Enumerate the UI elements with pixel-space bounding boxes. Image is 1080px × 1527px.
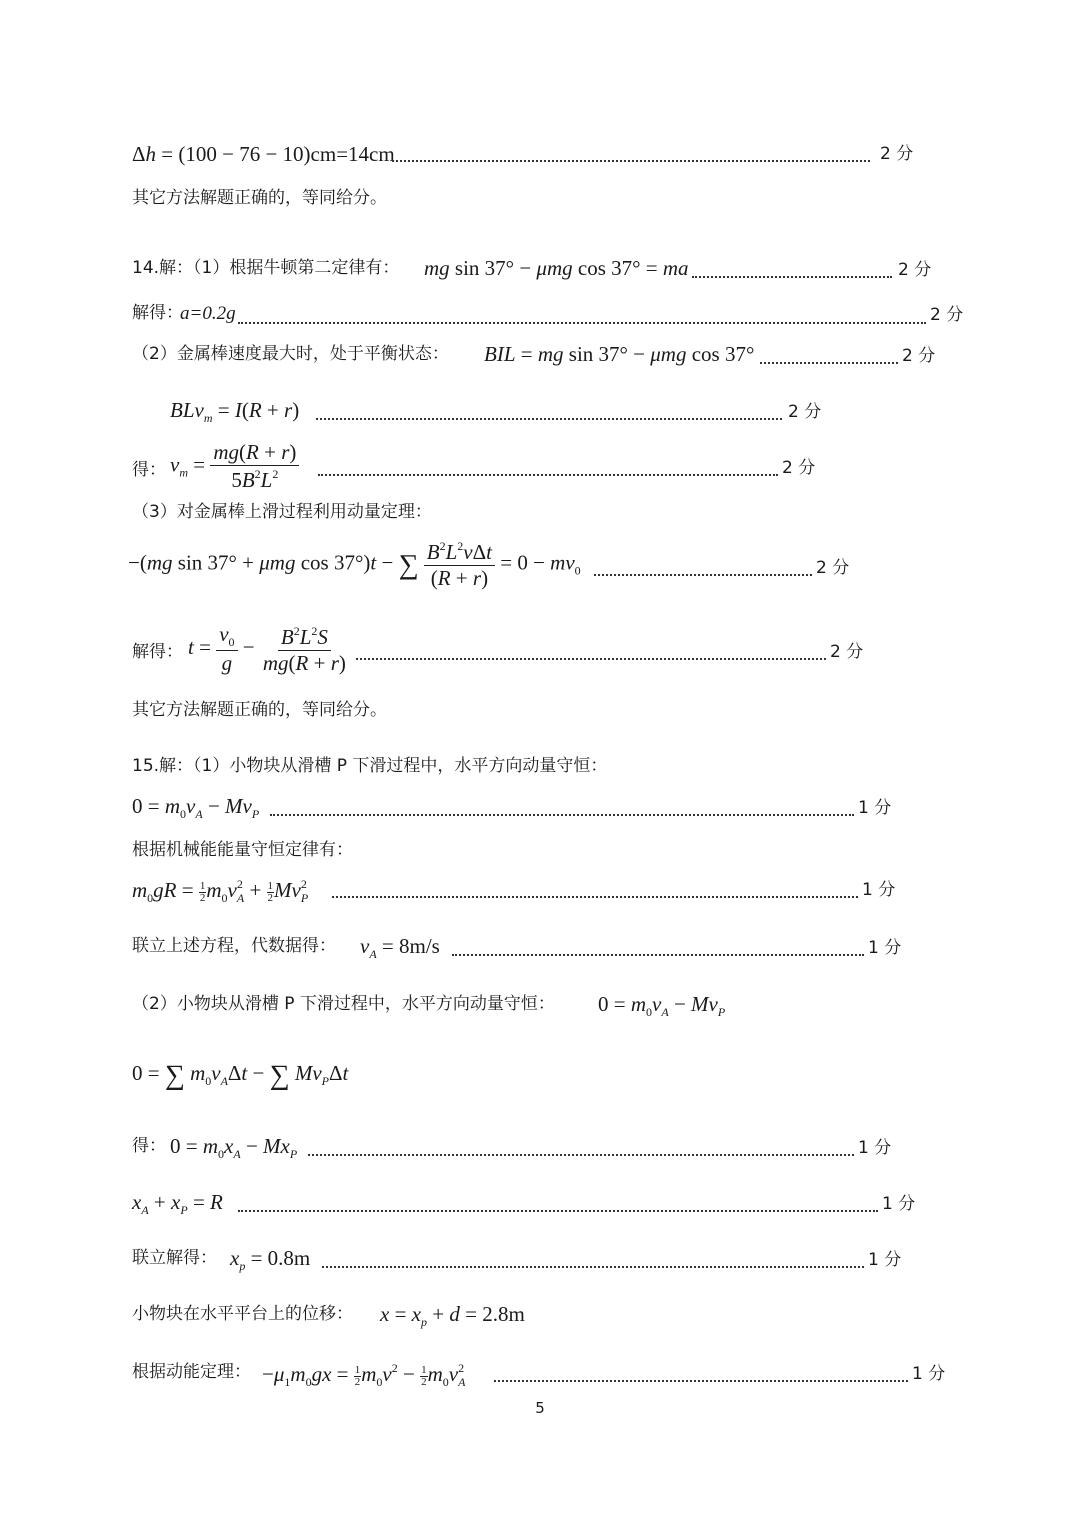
line-va (0, 934, 1080, 994)
line-xp (0, 1246, 1080, 1306)
formula-vm: $v_m$ = $\frac{mg(R + r)}{5B^2L^2}$ (170, 442, 299, 491)
formula-emf: BLv$_m$ = I(R + r) (170, 398, 300, 425)
line-14-2 (0, 342, 1080, 402)
statement-label: 联立上述方程，代数据得： (132, 936, 336, 956)
leader-dots (308, 1154, 854, 1156)
line-note (0, 700, 1080, 760)
leader-dots (494, 1380, 908, 1382)
score: 2 分 (788, 402, 822, 422)
formula-xa-xp: $x_A + x_P = R$ (132, 1190, 223, 1217)
answer-label: 得： (132, 1136, 166, 1156)
formula-impulse: −(mg sin 37° + μmg cos 37°)t − ∑ $\frac{B^2L^2v\Delta t}{(R + r)}$ = $0 - mv_0$ (128, 539, 581, 590)
leader-dots (692, 276, 892, 278)
score: 2 分 (830, 642, 864, 662)
dh-value: (100 − 76 − 10)cm=14cm (178, 142, 395, 166)
formula-displacement: $0 = m_0x_A - Mx_P$ (170, 1134, 298, 1161)
leader-dots (452, 954, 864, 956)
score: 1 分 (862, 880, 896, 900)
leader-dots (322, 1266, 864, 1268)
leader-dots (318, 474, 778, 476)
score: 2 分 (898, 260, 932, 280)
formula-sum: 0 = ∑ $m_0v_A\Delta t$ − ∑ $Mv_P\Delta t$ (132, 1060, 349, 1091)
leader-dots (594, 574, 812, 576)
va-value: 8m/s (399, 934, 440, 958)
question-label: （2）金属棒速度最大时，处于平衡状态： (132, 344, 449, 364)
score: 2 分 (880, 144, 914, 164)
line-platform (0, 1302, 1080, 1362)
score: 1 分 (868, 1250, 902, 1270)
answer-label: 解得： (132, 303, 183, 323)
score: 1 分 (868, 938, 902, 958)
formula-newton: mg sin 37° − μmg cos 37° = ma (424, 256, 689, 280)
formula-momentum-2: $0 = m_0v_A - Mv_P$ (598, 992, 726, 1019)
score: 2 分 (782, 458, 816, 478)
question-label: 15.解：（1）小物块从滑槽 P 下滑过程中，水平方向动量守恒： (132, 756, 608, 776)
leader-dots (760, 362, 898, 364)
score: 2 分 (902, 346, 936, 366)
xp-value: 0.8m (267, 1246, 311, 1270)
line-note (0, 188, 1080, 248)
question-label: 14.解：（1）根据牛顿第二定律有： (132, 258, 400, 278)
score: 1 分 (882, 1194, 916, 1214)
formula-delta-h: Δh = (100 − 76 − 10)cm=14cm (132, 142, 395, 166)
line-displacement (0, 1134, 1080, 1194)
score: 1 分 (912, 1364, 946, 1384)
formula-balance: BIL = mg sin 37° − μmg cos 37° (484, 342, 755, 366)
line-15-2 (0, 992, 1080, 1052)
question-label: （2）小物块从滑槽 P 下滑过程中，水平方向动量守恒： (132, 994, 555, 1014)
leader-dots (332, 896, 858, 898)
statement-label: 根据动能定理： (132, 1362, 251, 1382)
statement-text: 根据机械能能量守恒定律有： (132, 840, 353, 860)
line-vm (0, 440, 1080, 500)
leader-dots (316, 418, 782, 420)
answer-label: 解得： (132, 642, 183, 662)
line-xa-xp (0, 1190, 1080, 1250)
formula-energy: $m_0gR$ = $\frac{1}{2}$ $m_0v^2_A$ + $\frac{1}{2}$ $Mv^2_P$ (132, 877, 309, 905)
score: 2 分 (930, 305, 964, 325)
statement-label: 小物块在水平平台上的位移： (132, 1304, 353, 1324)
leader-dots (356, 658, 826, 660)
statement-label: 联立解得： (132, 1248, 217, 1268)
note-text: 其它方法解题正确的，等同给分。 (132, 188, 387, 208)
x-value: 2.8m (482, 1302, 525, 1326)
note-text: 其它方法解题正确的，等同给分。 (132, 700, 387, 720)
formula-kinetic: $-\mu_1m_0gx$ = $\frac{1}{2}$ $m_0v^2$ − $\frac{1}{2}$ $m_0v^2_A$ (262, 1361, 466, 1389)
score: 1 分 (858, 1138, 892, 1158)
leader-dots (270, 814, 854, 816)
leader-dots (392, 160, 870, 162)
a-value: a=0.2g (180, 303, 236, 324)
line-t (0, 622, 1080, 686)
formula-xp: $x_p = 0.8m$ (230, 1246, 311, 1273)
line-sum (0, 1060, 1080, 1120)
line-impulse (0, 538, 1080, 602)
score: 2 分 (816, 558, 850, 578)
line-energy (0, 876, 1080, 936)
formula-platform: $x = x_p + d = 2.8m$ (380, 1302, 525, 1329)
formula-momentum: $0 = m_0v_A - Mv_P$ (132, 794, 260, 821)
formula-va: $v_A = 8m/s$ (360, 934, 440, 961)
leader-dots (238, 322, 926, 324)
answer-label: 得： (132, 460, 166, 480)
score: 1 分 (858, 798, 892, 818)
page-number: 5 (535, 1399, 545, 1417)
formula-t: t = $\frac{v_0}{g}$ − $\frac{B^2L^2S}{mg(R + r)}$ (188, 622, 346, 675)
question-label: （3）对金属棒上滑过程利用动量定理： (132, 502, 432, 522)
leader-dots (238, 1210, 878, 1212)
